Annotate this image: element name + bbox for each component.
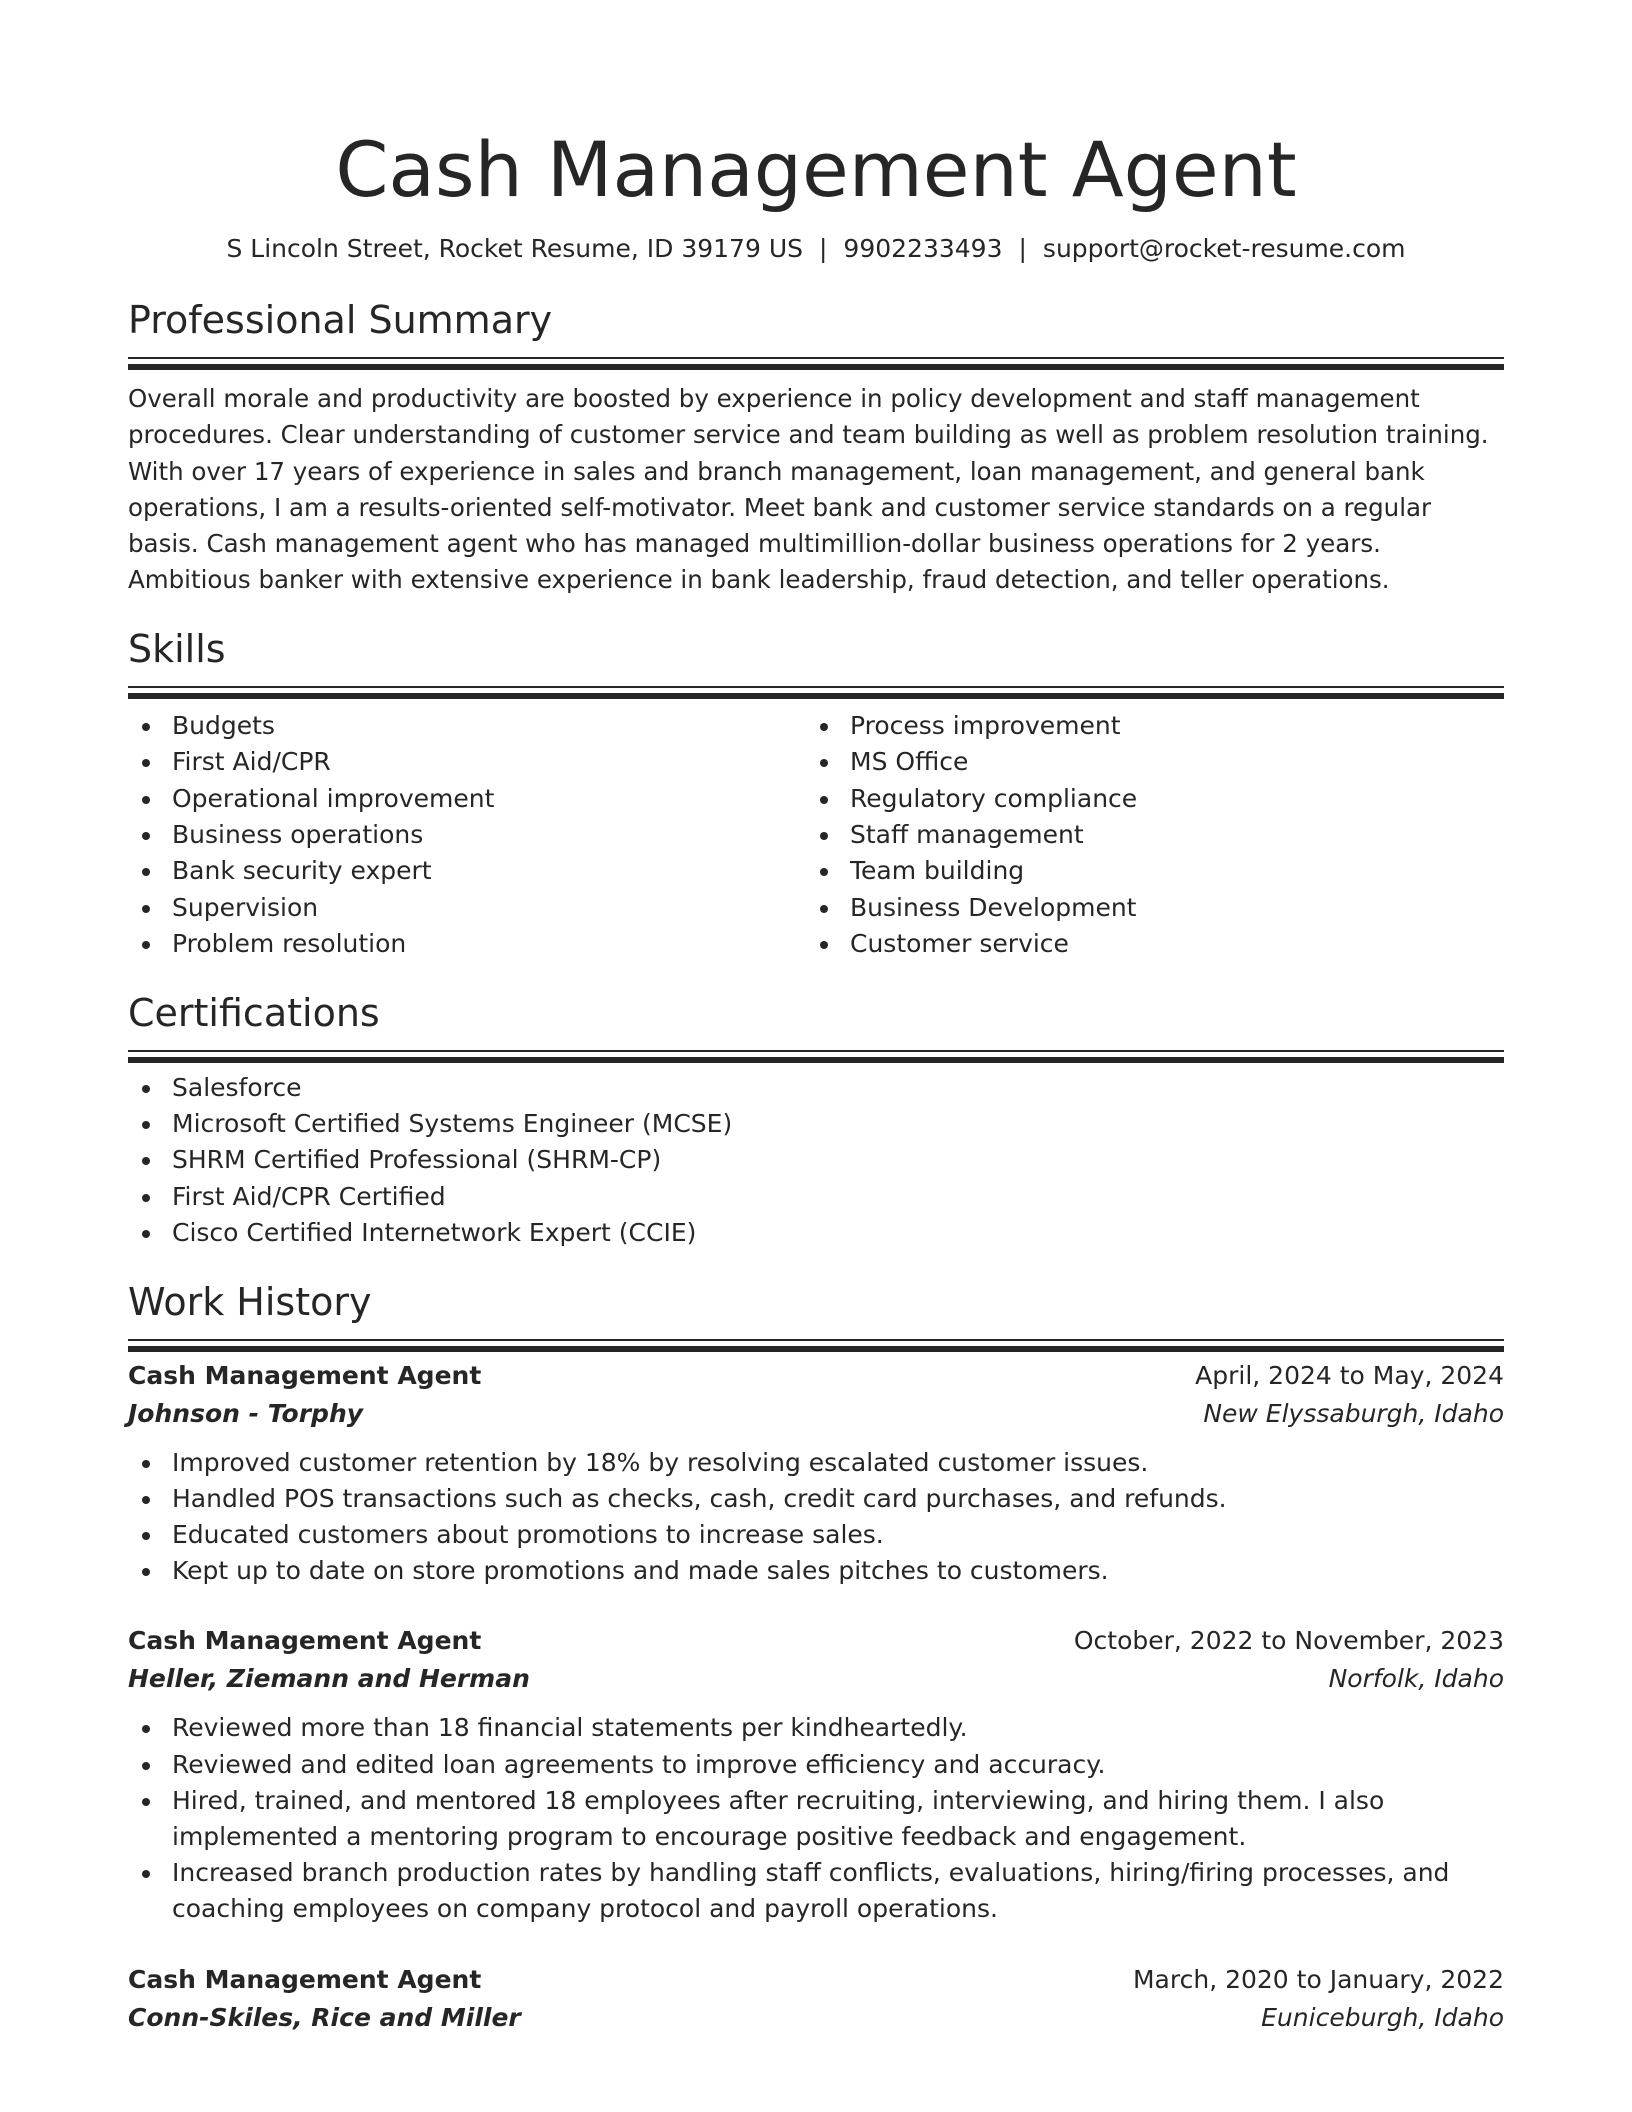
job-title: Cash Management Agent	[128, 1360, 482, 1390]
job-bullet: Handled POS transactions such as checks, cash, credit card purchases, and refunds.	[128, 1481, 1504, 1517]
skill-item: Staff management	[806, 817, 1484, 853]
certification-item: Salesforce	[128, 1070, 1504, 1106]
skill-item: Team building	[806, 853, 1484, 889]
skills-section	[128, 625, 1504, 963]
job-entry	[128, 1622, 1504, 1927]
skill-item: Business operations	[128, 817, 806, 853]
skill-item: Problem resolution	[128, 926, 806, 962]
certifications-section	[128, 989, 1504, 1252]
skill-item: Business Development	[806, 890, 1484, 926]
summary-section	[128, 296, 1504, 599]
work-history-section	[128, 1278, 1504, 2037]
skills-grid	[128, 708, 1504, 963]
certifications-list	[128, 1070, 1504, 1252]
skill-item: Budgets	[128, 708, 806, 744]
job-bullet: Reviewed and edited loan agreements to improve efficiency and accuracy.	[128, 1747, 1504, 1783]
job-bullet: Educated customers about promotions to increase sales.	[128, 1517, 1504, 1553]
job-bullet: Hired, trained, and mentored 18 employees after recruiting, interviewing, and hiring them. I also implemented a mentoring program to encourage positive feedback and engagement.	[128, 1783, 1504, 1855]
job-title: Cash Management Agent	[128, 1964, 482, 1994]
section-title-summary: Professional Summary	[128, 298, 553, 342]
job-bullet: Kept up to date on store promotions and made sales pitches to customers.	[128, 1553, 1504, 1589]
section-divider	[128, 686, 1504, 688]
job-company: Conn-Skiles, Rice and Miller	[128, 2002, 521, 2032]
certification-item: SHRM Certified Professional (SHRM-CP)	[128, 1142, 1504, 1178]
job-company: Johnson - Torphy	[128, 1398, 364, 1428]
job-dates: April, 2024 to May, 2024	[1195, 1360, 1504, 1390]
section-divider	[128, 1050, 1504, 1052]
skill-item: Customer service	[806, 926, 1484, 962]
contact-separator: |	[1018, 234, 1027, 263]
job-header	[128, 1961, 1504, 1999]
section-title-skills: Skills	[128, 626, 226, 671]
skills-column-right	[806, 708, 1484, 963]
skill-item: Supervision	[128, 890, 806, 926]
job-dates: October, 2022 to November, 2023	[1073, 1626, 1504, 1656]
job-bullet: Reviewed more than 18 financial statements per kindheartedly.	[128, 1710, 1504, 1746]
job-location: Norfolk, Idaho	[1328, 1664, 1504, 1694]
job-header	[128, 1622, 1504, 1660]
job-bullets	[128, 1445, 1504, 1590]
skill-item: MS Office	[806, 744, 1484, 780]
contact-phone: 9902233493	[843, 234, 1003, 263]
certification-item: First Aid/CPR Certified	[128, 1179, 1504, 1215]
job-entry	[128, 1357, 1504, 1590]
job-bullets	[128, 1710, 1504, 1927]
job-subheader	[128, 1660, 1504, 1698]
job-bullet: Increased branch production rates by handling staff conflicts, evaluations, hiring/firing processes, and coaching employees on company protocol and payroll operations.	[128, 1855, 1504, 1927]
skill-item: Process improvement	[806, 708, 1484, 744]
contact-separator: |	[818, 234, 828, 263]
job-subheader	[128, 1999, 1504, 2037]
resume-page	[128, 0, 1504, 2037]
section-title-certifications: Certifications	[128, 990, 380, 1035]
section-divider	[128, 1339, 1504, 1341]
job-location: New Elyssaburgh, Idaho	[1203, 1398, 1504, 1428]
skill-item: Bank security expert	[128, 853, 806, 889]
job-dates: March, 2020 to January, 2022	[1132, 1964, 1504, 1994]
skill-item: Operational improvement	[128, 781, 806, 817]
summary-text: Overall morale and productivity are boosted by experience in policy development and staff management procedures. Clear understanding of customer service and team building as well as problem resolution training. With over 17 years of experience in sales and branch management, loan management, and general bank operations, I am a results-oriented self-motivator. Meet bank and customer service standards on a regular basis. Cash management agent who has managed multimillion-dollar business operations for 2 years. Ambitious banker with extensive experience in bank leadership, fraud detection, and teller operations.	[128, 384, 1489, 595]
section-title-work-history: Work History	[128, 1279, 372, 1324]
job-entry	[128, 1961, 1504, 2037]
resume-name: Cash Management Agent	[335, 125, 1297, 214]
contact-email: support@rocket-resume.com	[1042, 234, 1406, 263]
job-bullet: Improved customer retention by 18% by resolving escalated customer issues.	[128, 1445, 1504, 1481]
contact-address: S Lincoln Street, Rocket Resume, ID 39179 US	[226, 234, 803, 263]
job-header	[128, 1357, 1504, 1395]
certification-item: Cisco Certified Internetwork Expert (CCIE)	[128, 1215, 1504, 1251]
job-title: Cash Management Agent	[128, 1626, 482, 1656]
section-divider	[128, 357, 1504, 359]
skill-item: Regulatory compliance	[806, 781, 1484, 817]
job-company: Heller, Ziemann and Herman	[128, 1664, 530, 1694]
certification-item: Microsoft Certified Systems Engineer (MCSE)	[128, 1106, 1504, 1142]
contact-line	[128, 232, 1504, 266]
job-location: Euniceburgh, Idaho	[1261, 2002, 1504, 2032]
job-subheader	[128, 1395, 1504, 1433]
skills-column-left	[128, 708, 806, 963]
skill-item: First Aid/CPR	[128, 744, 806, 780]
